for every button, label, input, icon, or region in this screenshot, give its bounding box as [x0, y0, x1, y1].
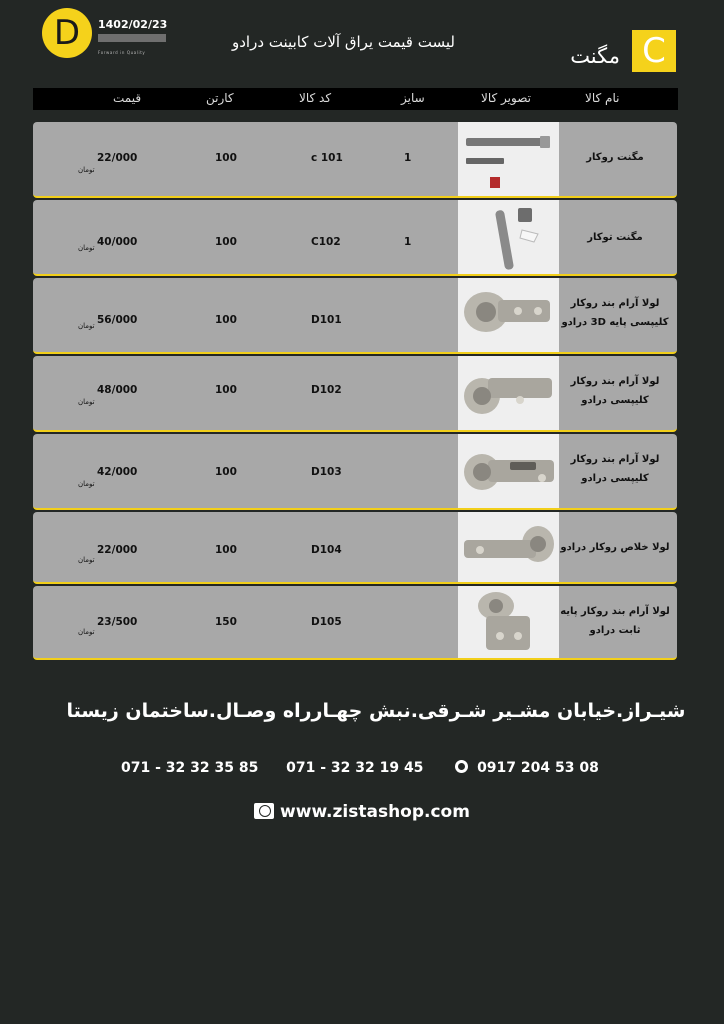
price-value: 22/000 — [97, 544, 138, 556]
carton-value: 150 — [215, 616, 237, 628]
mobile-number: 0917 204 53 08 — [477, 760, 599, 776]
currency-unit: تومان — [78, 480, 95, 488]
product-name: لولا خلاص روکار درادو — [560, 542, 670, 553]
carton-value: 100 — [215, 384, 237, 396]
product-name: مگنت توکار — [587, 232, 643, 243]
column-carton: کارتن — [206, 91, 234, 105]
website-link[interactable]: www.zistashop.com — [280, 802, 470, 822]
currency-unit: تومان — [78, 166, 95, 174]
code-value: c 101 — [311, 152, 343, 164]
product-name: لولا آرام بند روکار پایه ثابت درادو — [560, 606, 670, 636]
table-row — [33, 356, 677, 432]
column-image: تصویر کالا — [481, 91, 531, 105]
code-value: D104 — [311, 544, 342, 556]
column-code: کد کالا — [299, 91, 332, 105]
price-value: 40/000 — [97, 236, 138, 248]
brand-logo: D — [42, 8, 92, 58]
column-size: سایز — [401, 91, 425, 105]
carton-value: 100 — [215, 152, 237, 164]
phone-1: 071 - 32 32 35 85 — [121, 760, 259, 776]
whatsapp-icon — [455, 760, 468, 773]
carton-value: 100 — [215, 314, 237, 326]
hinge-icon — [458, 512, 559, 582]
category-badge: C — [632, 30, 676, 72]
table-row — [33, 512, 677, 584]
product-name: لولا آرام بند روکار کلیپسی درادو — [570, 376, 660, 406]
brand-tagline: Forward in Quality — [98, 50, 146, 55]
column-price: قیمت — [113, 91, 142, 105]
code-value: D105 — [311, 616, 342, 628]
magnet-recessed-icon — [458, 200, 559, 274]
price-value: 48/000 — [97, 384, 138, 396]
price-list-date: 1402/02/23 — [98, 18, 168, 31]
size-value: 1 — [404, 152, 412, 164]
product-name: لولا آرام بند روکار کلیپسی پایه 3D درادو — [561, 298, 669, 328]
phone-2: 071 - 32 32 19 45 — [286, 760, 424, 776]
table-row — [33, 122, 677, 198]
globe-icon — [254, 803, 274, 819]
website — [0, 802, 724, 822]
product-name: مگنت روکار — [586, 152, 644, 163]
table-row — [33, 200, 677, 276]
price-value: 56/000 — [97, 314, 138, 326]
carton-value: 100 — [215, 236, 237, 248]
hinge-icon — [458, 586, 559, 658]
category-name: مگنت — [570, 44, 620, 68]
hinge-icon — [458, 356, 559, 430]
currency-unit: تومان — [78, 398, 95, 406]
store-address: شیـراز.خیابان مشـیر شـرقی.نبش چهـارراه وصـال.ساختمان زیستا — [66, 700, 686, 722]
table-header — [33, 88, 678, 110]
code-value: D101 — [311, 314, 342, 326]
code-value: D103 — [311, 466, 342, 478]
carton-value: 100 — [215, 544, 237, 556]
magnet-surface-icon — [458, 122, 559, 196]
price-value: 22/000 — [97, 152, 138, 164]
currency-unit: تومان — [78, 628, 95, 636]
carton-value: 100 — [215, 466, 237, 478]
table-row — [33, 278, 677, 354]
contact-phones — [121, 760, 599, 776]
currency-unit: تومان — [78, 556, 95, 564]
code-value: C102 — [311, 236, 341, 248]
table-row — [33, 434, 677, 510]
brand-strip — [98, 34, 166, 42]
hinge-icon — [458, 434, 559, 508]
page-title: لیست قیمت یراق آلات کابینت درادو — [232, 33, 455, 51]
currency-unit: تومان — [78, 322, 95, 330]
page-header — [0, 0, 724, 88]
code-value: D102 — [311, 384, 342, 396]
hinge-icon — [458, 278, 559, 352]
table-row — [33, 586, 677, 660]
price-value: 42/000 — [97, 466, 138, 478]
price-value: 23/500 — [97, 616, 138, 628]
currency-unit: تومان — [78, 244, 95, 252]
product-name: لولا آرام بند روکار کلیپسی درادو — [570, 454, 660, 484]
size-value: 1 — [404, 236, 412, 248]
column-name: نام کالا — [585, 91, 620, 105]
